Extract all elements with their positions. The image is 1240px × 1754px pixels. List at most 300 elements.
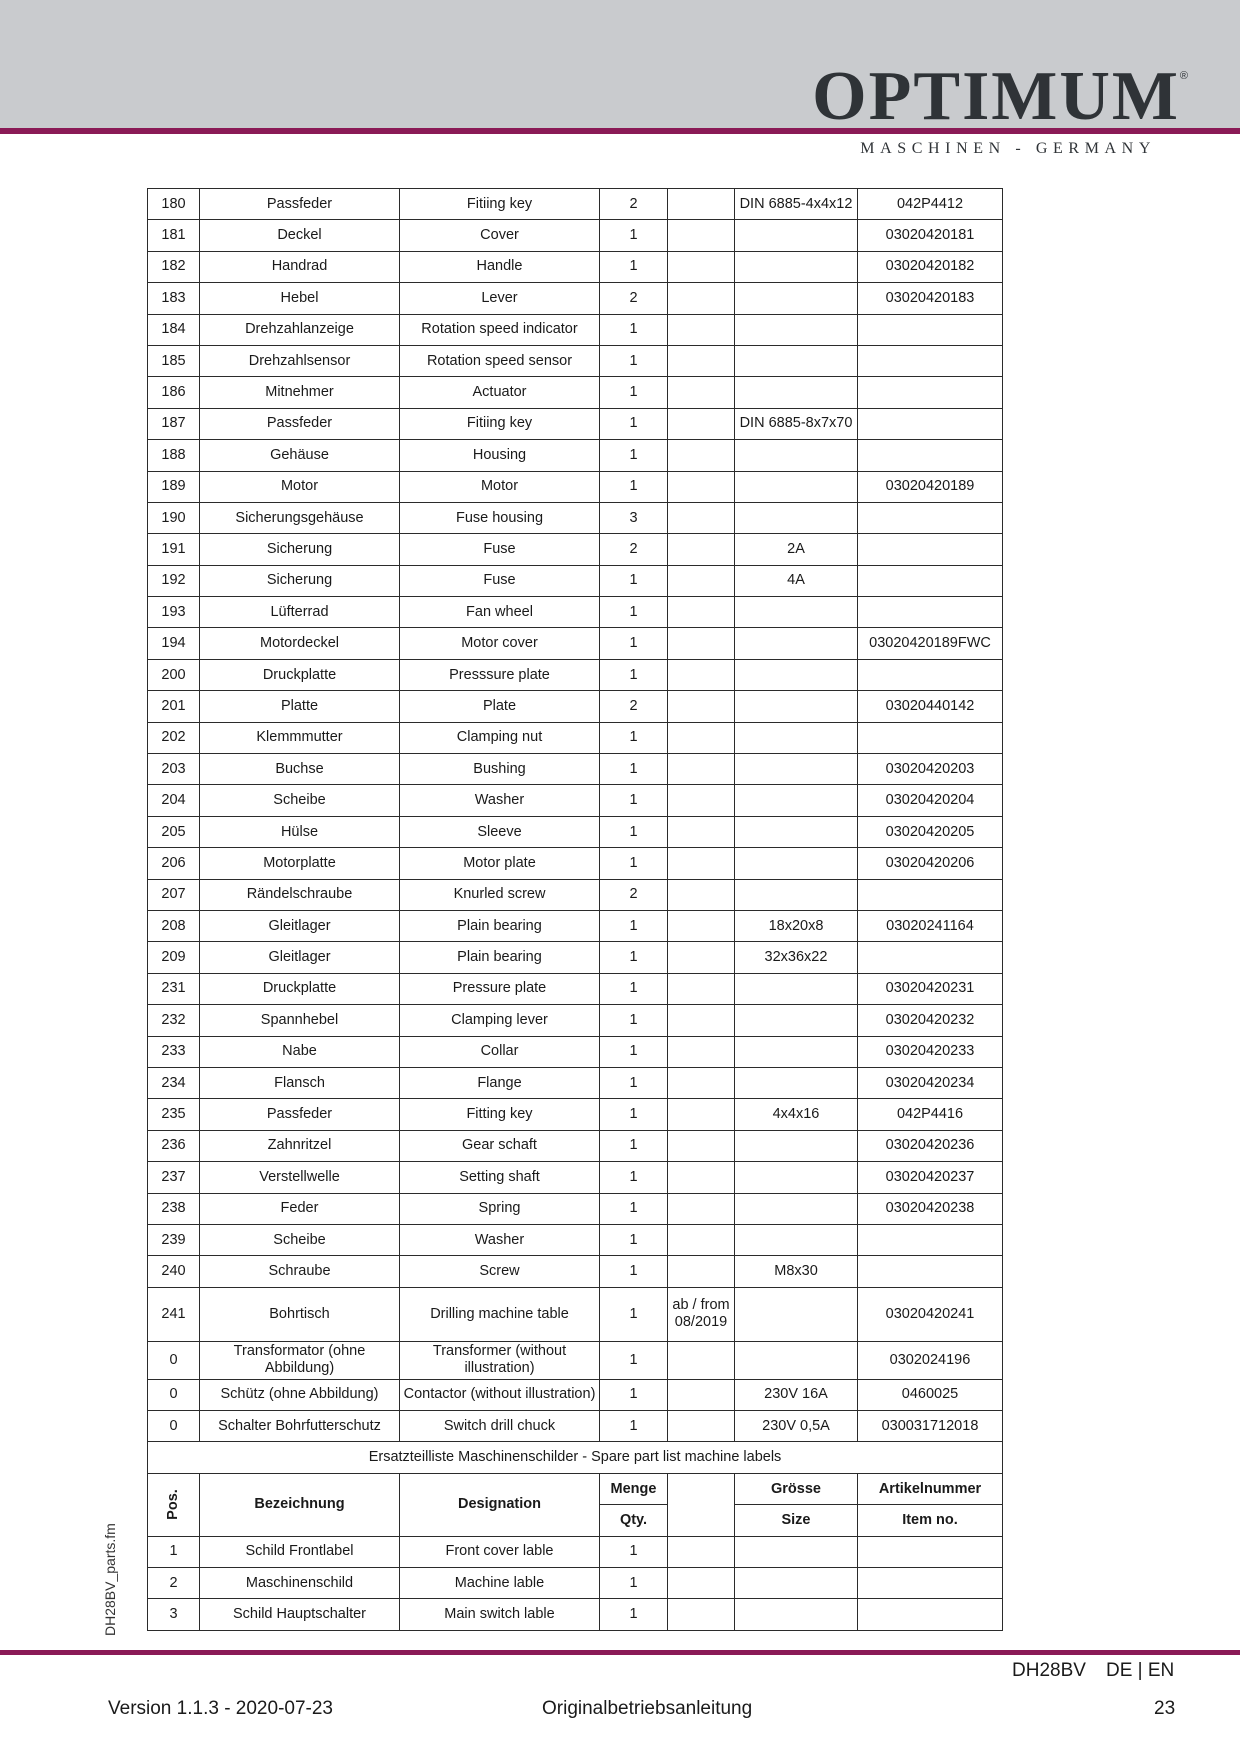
cell-note	[668, 1005, 735, 1036]
cell-qty: 1	[600, 1599, 668, 1630]
table-row	[148, 1067, 1003, 1098]
cell-qty: 2	[600, 283, 668, 314]
cell-size	[735, 1568, 858, 1599]
table-row	[148, 220, 1003, 251]
cell-article-number	[858, 1536, 1003, 1567]
cell-qty: 1	[600, 565, 668, 596]
cell-qty: 1	[600, 1130, 668, 1161]
cell-bezeichnung: Druckplatte	[200, 659, 400, 690]
cell-size	[735, 1536, 858, 1567]
cell-article-number: 03020420205	[858, 816, 1003, 847]
table-row	[148, 345, 1003, 376]
brand-logo	[812, 58, 1188, 135]
cell-size: 4x4x16	[735, 1099, 858, 1130]
table-row	[148, 534, 1003, 565]
cell-bezeichnung: Feder	[200, 1193, 400, 1224]
cell-qty: 1	[600, 1341, 668, 1379]
table-row	[148, 785, 1003, 816]
cell-designation: Washer	[400, 1224, 600, 1255]
cell-qty: 2	[600, 691, 668, 722]
cell-bezeichnung: Sicherungsgehäuse	[200, 502, 400, 533]
table-row	[148, 1411, 1003, 1442]
cell-article-number: 03020420233	[858, 1036, 1003, 1067]
table-row	[148, 942, 1003, 973]
table-row	[148, 1099, 1003, 1130]
cell-bezeichnung: Druckplatte	[200, 973, 400, 1004]
cell-designation: Drilling machine table	[400, 1287, 600, 1341]
cell-note	[668, 1130, 735, 1161]
spare-parts-body	[148, 189, 1003, 1288]
cell-note	[668, 1162, 735, 1193]
cell-pos: 200	[148, 659, 200, 690]
cell-note	[668, 597, 735, 628]
cell-note	[668, 534, 735, 565]
cell-qty: 1	[600, 816, 668, 847]
cell-note	[668, 1193, 735, 1224]
cell-size	[735, 220, 858, 251]
cell-article-number	[858, 565, 1003, 596]
cell-size	[735, 691, 858, 722]
cell-pos: 206	[148, 848, 200, 879]
cell-designation: Fitiing key	[400, 189, 600, 220]
cell-designation: Pressure plate	[400, 973, 600, 1004]
cell-note: ab / from 08/2019	[668, 1287, 735, 1341]
cell-pos: 208	[148, 910, 200, 941]
cell-bezeichnung: Passfeder	[200, 189, 400, 220]
cell-size	[735, 754, 858, 785]
header-item-no: Item no.	[858, 1505, 1003, 1536]
cell-designation: Motor cover	[400, 628, 600, 659]
table-row	[148, 1341, 1003, 1379]
cell-article-number: 03020420204	[858, 785, 1003, 816]
cell-pos: 234	[148, 1067, 200, 1098]
cell-pos: 188	[148, 440, 200, 471]
cell-article-number: 030031712018	[858, 1411, 1003, 1442]
table-row	[148, 1224, 1003, 1255]
cell-qty: 2	[600, 534, 668, 565]
cell-article-number: 03020420203	[858, 754, 1003, 785]
cell-note	[668, 1341, 735, 1379]
cell-note	[668, 785, 735, 816]
cell-article-number: 03020420206	[858, 848, 1003, 879]
table-row	[148, 722, 1003, 753]
cell-size	[735, 1130, 858, 1161]
cell-bezeichnung: Scheibe	[200, 785, 400, 816]
cell-note	[668, 848, 735, 879]
cell-pos: 191	[148, 534, 200, 565]
cell-note	[668, 1536, 735, 1567]
cell-article-number	[858, 377, 1003, 408]
labels-section-title: Ersatzteilliste Maschinenschilder - Spare part list machine labels	[148, 1442, 1003, 1473]
table-row	[148, 910, 1003, 941]
cell-bezeichnung: Passfeder	[200, 1099, 400, 1130]
cell-article-number	[858, 345, 1003, 376]
table-row	[148, 440, 1003, 471]
cell-designation: Bushing	[400, 754, 600, 785]
cell-bezeichnung: Motor	[200, 471, 400, 502]
cell-note	[668, 189, 735, 220]
cell-note	[668, 1224, 735, 1255]
footer-model: DH28BV	[1012, 1660, 1086, 1681]
cell-qty: 1	[600, 1536, 668, 1567]
cell-bezeichnung: Gehäuse	[200, 440, 400, 471]
cell-article-number: 042P4416	[858, 1099, 1003, 1130]
cell-note	[668, 659, 735, 690]
cell-qty: 1	[600, 785, 668, 816]
table-row	[148, 314, 1003, 345]
cell-size	[735, 722, 858, 753]
cell-bezeichnung: Motordeckel	[200, 628, 400, 659]
cell-bezeichnung: Mitnehmer	[200, 377, 400, 408]
cell-bezeichnung: Drehzahlsensor	[200, 345, 400, 376]
cell-designation: Fuse housing	[400, 502, 600, 533]
cell-note	[668, 722, 735, 753]
cell-qty: 1	[600, 314, 668, 345]
cell-bezeichnung: Rändelschraube	[200, 879, 400, 910]
cell-article-number: 03020420189	[858, 471, 1003, 502]
cell-qty: 2	[600, 879, 668, 910]
cell-note	[668, 754, 735, 785]
cell-bezeichnung: Sicherung	[200, 534, 400, 565]
cell-pos: 0	[148, 1379, 200, 1410]
table-row	[148, 1536, 1003, 1567]
table-row	[148, 1568, 1003, 1599]
table-row	[148, 659, 1003, 690]
cell-note	[668, 1067, 735, 1098]
cell-qty: 1	[600, 408, 668, 439]
cell-pos: 194	[148, 628, 200, 659]
cell-designation: Screw	[400, 1256, 600, 1287]
cell-qty: 1	[600, 251, 668, 282]
cell-pos: 202	[148, 722, 200, 753]
cell-designation: Switch drill chuck	[400, 1411, 600, 1442]
cell-bezeichnung: Nabe	[200, 1036, 400, 1067]
cell-note	[668, 910, 735, 941]
cell-designation: Plate	[400, 691, 600, 722]
cell-designation: Collar	[400, 1036, 600, 1067]
footer-document-title: Originalbetriebsanleitung	[542, 1698, 753, 1719]
cell-article-number: 03020420231	[858, 973, 1003, 1004]
cell-note	[668, 502, 735, 533]
cell-size: DIN 6885-4x4x12	[735, 189, 858, 220]
cell-article-number: 03020420241	[858, 1287, 1003, 1341]
table-row	[148, 1005, 1003, 1036]
cell-bezeichnung: Gleitlager	[200, 910, 400, 941]
cell-qty: 1	[600, 628, 668, 659]
cell-pos: 241	[148, 1287, 200, 1341]
cell-bezeichnung: Bohrtisch	[200, 1287, 400, 1341]
cell-bezeichnung: Verstellwelle	[200, 1162, 400, 1193]
cell-pos: 204	[148, 785, 200, 816]
cell-size	[735, 816, 858, 847]
cell-size: 230V 0,5A	[735, 1411, 858, 1442]
cell-article-number	[858, 1224, 1003, 1255]
cell-designation: Cover	[400, 220, 600, 251]
table-row	[148, 502, 1003, 533]
cell-pos: 240	[148, 1256, 200, 1287]
header-size: Size	[735, 1505, 858, 1536]
cell-article-number	[858, 597, 1003, 628]
cell-designation: Handle	[400, 251, 600, 282]
cell-pos: 184	[148, 314, 200, 345]
cell-pos: 3	[148, 1599, 200, 1630]
cell-pos: 180	[148, 189, 200, 220]
cell-note	[668, 691, 735, 722]
cell-note	[668, 1599, 735, 1630]
cell-designation: Spring	[400, 1193, 600, 1224]
cell-size	[735, 848, 858, 879]
cell-bezeichnung: Sicherung	[200, 565, 400, 596]
cell-pos: 182	[148, 251, 200, 282]
cell-note	[668, 251, 735, 282]
cell-article-number	[858, 502, 1003, 533]
table-row	[148, 189, 1003, 220]
cell-designation: Front cover lable	[400, 1536, 600, 1567]
cell-qty: 1	[600, 1005, 668, 1036]
cell-size	[735, 345, 858, 376]
cell-pos: 192	[148, 565, 200, 596]
cell-size: 4A	[735, 565, 858, 596]
cell-note	[668, 440, 735, 471]
cell-bezeichnung: Flansch	[200, 1067, 400, 1098]
cell-pos: 235	[148, 1099, 200, 1130]
cell-qty: 1	[600, 848, 668, 879]
footer-language: DE | EN	[1106, 1660, 1175, 1681]
cell-qty: 1	[600, 942, 668, 973]
table-row	[148, 973, 1003, 1004]
cell-qty: 2	[600, 189, 668, 220]
cell-size	[735, 1067, 858, 1098]
cell-size	[735, 502, 858, 533]
cell-qty: 1	[600, 471, 668, 502]
labels-section	[148, 1442, 1003, 1536]
cell-size: 18x20x8	[735, 910, 858, 941]
cell-note	[668, 628, 735, 659]
cell-designation: Transformer (without illustration)	[400, 1341, 600, 1379]
spare-parts-special-body	[148, 1287, 1003, 1379]
cell-size	[735, 1193, 858, 1224]
cell-size	[735, 440, 858, 471]
header-designation: Designation	[400, 1473, 600, 1536]
cell-designation: Fitiing key	[400, 408, 600, 439]
cell-bezeichnung: Schalter Bohrfutterschutz	[200, 1411, 400, 1442]
cell-bezeichnung: Schild Frontlabel	[200, 1536, 400, 1567]
cell-bezeichnung: Spannhebel	[200, 1005, 400, 1036]
cell-size	[735, 1005, 858, 1036]
cell-size: M8x30	[735, 1256, 858, 1287]
table-row	[148, 1256, 1003, 1287]
cell-designation: Main switch lable	[400, 1599, 600, 1630]
cell-designation: Machine lable	[400, 1568, 600, 1599]
cell-pos: 207	[148, 879, 200, 910]
cell-qty: 1	[600, 659, 668, 690]
cell-pos: 239	[148, 1224, 200, 1255]
cell-note	[668, 1036, 735, 1067]
cell-article-number: 03020420183	[858, 283, 1003, 314]
cell-designation: Fuse	[400, 565, 600, 596]
cell-pos: 233	[148, 1036, 200, 1067]
cell-pos: 183	[148, 283, 200, 314]
table-row	[148, 565, 1003, 596]
cell-note	[668, 283, 735, 314]
cell-qty: 1	[600, 440, 668, 471]
cell-designation: Actuator	[400, 377, 600, 408]
cell-bezeichnung: Drehzahlanzeige	[200, 314, 400, 345]
cell-note	[668, 408, 735, 439]
cell-size	[735, 1287, 858, 1341]
cell-designation: Clamping nut	[400, 722, 600, 753]
cell-article-number: 03020420232	[858, 1005, 1003, 1036]
cell-bezeichnung: Klemmmutter	[200, 722, 400, 753]
cell-note	[668, 1099, 735, 1130]
cell-designation: Sleeve	[400, 816, 600, 847]
cell-pos: 190	[148, 502, 200, 533]
cell-size	[735, 597, 858, 628]
cell-designation: Plain bearing	[400, 942, 600, 973]
cell-qty: 1	[600, 1287, 668, 1341]
brand-tagline: MASCHINEN - GERMANY	[860, 140, 1156, 157]
cell-bezeichnung: Schütz (ohne Abbildung)	[200, 1379, 400, 1410]
table-row	[148, 408, 1003, 439]
spare-parts-table	[147, 188, 1003, 1631]
cell-qty: 1	[600, 220, 668, 251]
cell-pos: 193	[148, 597, 200, 628]
cell-designation: Fitting key	[400, 1099, 600, 1130]
cell-article-number: 03020440142	[858, 691, 1003, 722]
cell-designation: Flange	[400, 1067, 600, 1098]
cell-designation: Contactor (without illustration)	[400, 1379, 600, 1410]
table-row	[148, 377, 1003, 408]
cell-bezeichnung: Motorplatte	[200, 848, 400, 879]
cell-pos: 185	[148, 345, 200, 376]
cell-article-number	[858, 314, 1003, 345]
cell-pos: 187	[148, 408, 200, 439]
cell-size: 32x36x22	[735, 942, 858, 973]
cell-article-number: 03020420234	[858, 1067, 1003, 1098]
footer-rule	[0, 1650, 1240, 1655]
table-row	[148, 1287, 1003, 1341]
header-bezeichnung: Bezeichnung	[200, 1473, 400, 1536]
cell-pos: 189	[148, 471, 200, 502]
cell-designation: Housing	[400, 440, 600, 471]
cell-pos: 203	[148, 754, 200, 785]
cell-size	[735, 1036, 858, 1067]
cell-designation: Motor	[400, 471, 600, 502]
table-row	[148, 1130, 1003, 1161]
footer-version: Version 1.1.3 - 2020-07-23	[108, 1698, 333, 1719]
table-row	[148, 1193, 1003, 1224]
cell-pos: 1	[148, 1536, 200, 1567]
table-row	[148, 1036, 1003, 1067]
cell-bezeichnung: Buchse	[200, 754, 400, 785]
cell-size: 2A	[735, 534, 858, 565]
cell-pos: 0	[148, 1341, 200, 1379]
cell-article-number	[858, 722, 1003, 753]
cell-note	[668, 220, 735, 251]
cell-designation: Lever	[400, 283, 600, 314]
cell-article-number: 0460025	[858, 1379, 1003, 1410]
file-name-label: DH28BV_parts.fm	[102, 1523, 118, 1636]
cell-pos: 201	[148, 691, 200, 722]
cell-note	[668, 942, 735, 973]
header-groesse: Grösse	[735, 1473, 858, 1504]
cell-note	[668, 565, 735, 596]
cell-bezeichnung: Deckel	[200, 220, 400, 251]
header-menge: Menge	[600, 1473, 668, 1504]
cell-bezeichnung: Passfeder	[200, 408, 400, 439]
cell-qty: 1	[600, 345, 668, 376]
cell-qty: 1	[600, 973, 668, 1004]
cell-bezeichnung: Gleitlager	[200, 942, 400, 973]
table-row	[148, 1379, 1003, 1410]
cell-qty: 1	[600, 1411, 668, 1442]
table-row	[148, 1599, 1003, 1630]
cell-qty: 1	[600, 722, 668, 753]
cell-qty: 1	[600, 1162, 668, 1193]
spare-parts-tail-body	[148, 1379, 1003, 1442]
cell-bezeichnung: Scheibe	[200, 1224, 400, 1255]
cell-note	[668, 471, 735, 502]
cell-designation: Motor plate	[400, 848, 600, 879]
cell-pos: 181	[148, 220, 200, 251]
cell-size	[735, 1224, 858, 1255]
cell-designation: Washer	[400, 785, 600, 816]
header-qty: Qty.	[600, 1505, 668, 1536]
page-number: 23	[1154, 1698, 1176, 1719]
cell-note	[668, 377, 735, 408]
table-row	[148, 251, 1003, 282]
header-artikelnummer: Artikelnummer	[858, 1473, 1003, 1504]
cell-note	[668, 314, 735, 345]
cell-qty: 1	[600, 754, 668, 785]
cell-designation: Gear schaft	[400, 1130, 600, 1161]
cell-bezeichnung: Lüfterrad	[200, 597, 400, 628]
cell-article-number	[858, 1599, 1003, 1630]
cell-pos: 2	[148, 1568, 200, 1599]
cell-size	[735, 314, 858, 345]
cell-article-number	[858, 408, 1003, 439]
cell-designation: Clamping lever	[400, 1005, 600, 1036]
cell-designation: Fuse	[400, 534, 600, 565]
cell-qty: 1	[600, 597, 668, 628]
header-pos: Pos.	[148, 1473, 200, 1536]
cell-article-number: 0302024196	[858, 1341, 1003, 1379]
cell-bezeichnung: Maschinenschild	[200, 1568, 400, 1599]
cell-pos: 238	[148, 1193, 200, 1224]
cell-article-number: 03020241164	[858, 910, 1003, 941]
cell-pos: 236	[148, 1130, 200, 1161]
cell-designation: Rotation speed sensor	[400, 345, 600, 376]
cell-qty: 1	[600, 377, 668, 408]
cell-size	[735, 1162, 858, 1193]
cell-bezeichnung: Handrad	[200, 251, 400, 282]
table-row	[148, 471, 1003, 502]
cell-size	[735, 879, 858, 910]
cell-pos: 231	[148, 973, 200, 1004]
cell-designation: Presssure plate	[400, 659, 600, 690]
cell-article-number: 03020420237	[858, 1162, 1003, 1193]
cell-article-number: 03020420189FWC	[858, 628, 1003, 659]
cell-designation: Knurled screw	[400, 879, 600, 910]
cell-note	[668, 973, 735, 1004]
cell-note	[668, 1379, 735, 1410]
cell-designation: Setting shaft	[400, 1162, 600, 1193]
table-row	[148, 879, 1003, 910]
cell-qty: 1	[600, 910, 668, 941]
cell-qty: 1	[600, 1224, 668, 1255]
brand-registered-mark: ®	[1179, 70, 1188, 82]
table-row	[148, 1162, 1003, 1193]
